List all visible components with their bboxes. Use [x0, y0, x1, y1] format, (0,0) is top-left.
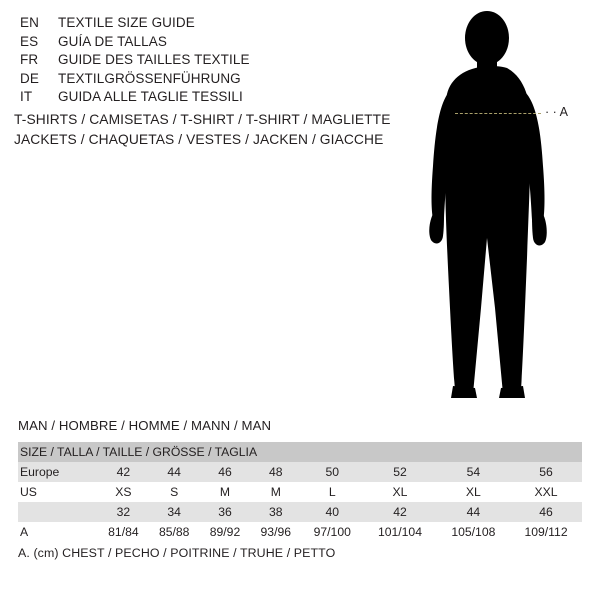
language-row	[20, 88, 380, 107]
cell: 105/108	[437, 522, 510, 542]
cell: M	[250, 482, 301, 502]
language-guide-block	[20, 14, 380, 107]
cell: 52	[363, 462, 436, 482]
cell: 40	[301, 502, 363, 522]
chest-measure-label	[545, 105, 568, 119]
cell: XL	[437, 482, 510, 502]
language-code: DE	[20, 70, 39, 86]
table-header-row	[18, 442, 582, 462]
cell: 54	[437, 462, 510, 482]
row-label: A	[18, 522, 98, 542]
chest-measure-line	[455, 113, 541, 114]
cell: XS	[98, 482, 149, 502]
cell: 42	[363, 502, 436, 522]
size-table	[18, 442, 582, 542]
male-silhouette-figure	[395, 8, 600, 408]
cell: L	[301, 482, 363, 502]
language-title: TEXTILGRÖSSENFÜHRUNG	[58, 70, 241, 86]
language-title: GUÍA DE TALLAS	[58, 33, 167, 49]
table-footnote: A. (cm) CHEST / PECHO / POITRINE / TRUHE / PETTO	[18, 546, 336, 560]
language-row	[20, 33, 380, 52]
language-code: EN	[20, 15, 39, 30]
language-title: GUIDA ALLE TAGLIE TESSILI	[58, 89, 243, 104]
cell: 89/92	[200, 522, 251, 542]
category-block	[14, 110, 414, 149]
cell: 97/100	[301, 522, 363, 542]
table-header-label: SIZE / TALLA / TAILLE / GRÖSSE / TAGLIA	[18, 442, 582, 462]
language-code: IT	[20, 89, 33, 104]
table-row	[18, 502, 582, 522]
cell: 56	[510, 462, 582, 482]
cell: 36	[200, 502, 251, 522]
language-code: ES	[20, 33, 39, 49]
cell: 46	[510, 502, 582, 522]
chest-callout-dots: · ·	[545, 105, 557, 119]
cell: XL	[363, 482, 436, 502]
table-row	[18, 462, 582, 482]
cell: 50	[301, 462, 363, 482]
language-row	[20, 14, 380, 33]
silhouette-icon	[395, 8, 600, 408]
category-line-tshirts: T-SHIRTS / CAMISETAS / T-SHIRT / T-SHIRT / MAGLIETTE	[14, 112, 391, 127]
language-title: GUIDE DES TAILLES TEXTILE	[58, 52, 250, 67]
cell: 48	[250, 462, 301, 482]
cell: 101/104	[363, 522, 436, 542]
row-label: Europe	[18, 462, 98, 482]
cell: 38	[250, 502, 301, 522]
cell: 46	[200, 462, 251, 482]
category-line-jackets: JACKETS / CHAQUETAS / VESTES / JACKEN / GIACCHE	[14, 131, 384, 147]
language-row	[20, 70, 380, 89]
language-title: TEXTILE SIZE GUIDE	[58, 15, 195, 30]
cell: 44	[149, 462, 200, 482]
cell: M	[200, 482, 251, 502]
cell: 109/112	[510, 522, 582, 542]
cell: 93/96	[250, 522, 301, 542]
cell: 44	[437, 502, 510, 522]
row-label	[18, 502, 98, 522]
language-row	[20, 51, 380, 70]
chest-callout-letter: A	[559, 105, 568, 119]
cell: 34	[149, 502, 200, 522]
cell: 81/84	[98, 522, 149, 542]
table-row	[18, 522, 582, 542]
cell: S	[149, 482, 200, 502]
table-group-title: MAN / HOMBRE / HOMME / MANN / MAN	[18, 418, 272, 433]
cell: 32	[98, 502, 149, 522]
language-code: FR	[20, 52, 39, 67]
cell: XXL	[510, 482, 582, 502]
table-row	[18, 482, 582, 502]
cell: 85/88	[149, 522, 200, 542]
row-label: US	[18, 482, 98, 502]
cell: 42	[98, 462, 149, 482]
